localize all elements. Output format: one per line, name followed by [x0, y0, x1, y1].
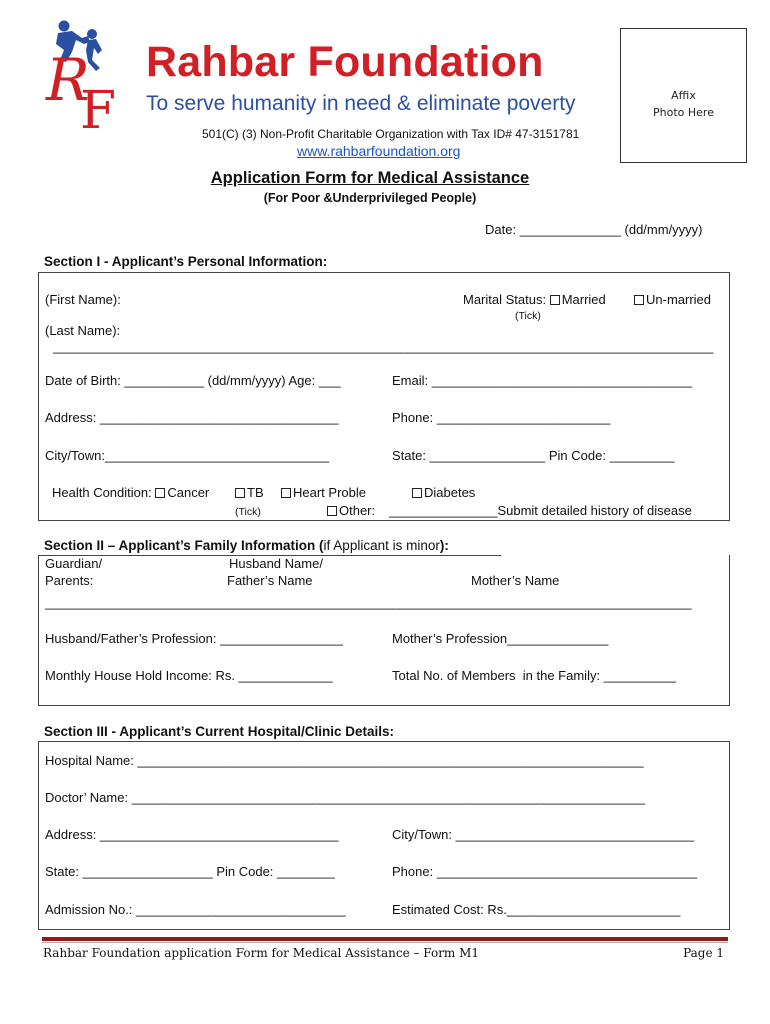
diabetes-option	[412, 485, 475, 500]
hospital-phone-field[interactable]: Phone: ____________________________________	[392, 864, 698, 879]
married-checkbox[interactable]	[550, 295, 560, 305]
hospital-city-field[interactable]: City/Town: _________________________________	[392, 827, 695, 842]
website-link[interactable]: www.rahbarfoundation.org	[297, 143, 461, 159]
parents-label: Parents:	[45, 573, 94, 588]
section2-heading	[44, 538, 449, 553]
household-income-field[interactable]: Monthly House Hold Income: Rs. _____________	[45, 668, 333, 683]
doctor-name-field[interactable]: Doctor’ Name: _______________________________________________________________________	[45, 790, 646, 805]
organization-name: Rahbar Foundation	[146, 38, 544, 86]
estimated-cost-field[interactable]: Estimated Cost: Rs.________________________	[392, 902, 681, 917]
hospital-address-field[interactable]: Address: _________________________________	[45, 827, 339, 842]
footer-form-name: Rahbar Foundation application Form for Medical Assistance – Form M1	[43, 946, 480, 960]
last-name-field[interactable]: (Last Name):	[45, 323, 121, 338]
section1-heading: Section I - Applicant’s Personal Information:	[44, 254, 328, 269]
section2-heading-note: if Applicant is minor	[323, 538, 440, 553]
section1-box	[38, 272, 730, 521]
date-field[interactable]: Date: ______________ (dd/mm/yyyy)	[485, 222, 703, 237]
photo-label-line2: Photo Here	[653, 106, 714, 119]
unmarried-checkbox[interactable]	[634, 295, 644, 305]
marital-status-group	[463, 292, 606, 307]
first-name-field[interactable]: (First Name):	[45, 292, 121, 307]
page-number: Page 1	[683, 946, 724, 960]
unmarried-option	[634, 292, 711, 307]
tax-id-line: 501(C) (3) Non-Profit Charitable Organization with Tax ID# 47-3151781	[202, 127, 580, 141]
photo-label-line1: Affix	[671, 89, 696, 102]
other-label: Other:	[339, 503, 376, 518]
state-pin-field[interactable]: State: ________________ Pin Code: _________	[392, 448, 675, 463]
tb-label: TB	[247, 485, 264, 500]
heart-label: Heart Proble	[293, 485, 366, 500]
city-field[interactable]: City/Town:_______________________________	[45, 448, 330, 463]
hospital-name-field[interactable]: Hospital Name: ______________________________________________________________________	[45, 753, 644, 768]
unmarried-label: Un-married	[646, 292, 712, 307]
cancer-checkbox[interactable]	[155, 488, 165, 498]
mothers-name-label: Mother’s Name	[471, 573, 560, 588]
form-subtitle: (For Poor &Underprivileged People)	[263, 191, 477, 205]
photo-box	[620, 28, 747, 163]
husband-name-label: Husband Name/	[229, 556, 323, 571]
heart-checkbox[interactable]	[281, 488, 291, 498]
disease-history-field[interactable]: _______________Submit detailed history of disease	[389, 503, 692, 518]
family-members-field[interactable]: Total No. of Members in the Family: __________	[392, 668, 676, 683]
admission-number-field[interactable]: Admission No.: _____________________________	[45, 902, 346, 917]
marital-tick-hint: (Tick)	[515, 310, 541, 322]
husband-profession-field[interactable]: Husband/Father’s Profession: _________________	[45, 631, 344, 646]
fathers-name-label: Father’s Name	[227, 573, 313, 588]
rahbar-foundation-logo	[44, 20, 134, 132]
other-checkbox[interactable]	[327, 506, 337, 516]
tb-checkbox[interactable]	[235, 488, 245, 498]
svg-text:R: R	[46, 46, 90, 114]
family-names-field[interactable]: _____________________________________________________________________________________________	[45, 596, 692, 610]
cancer-label: Cancer	[167, 485, 210, 500]
svg-text:F: F	[80, 81, 117, 132]
marital-status-label: Marital Status:	[463, 292, 550, 307]
section2-heading-end: ):	[439, 538, 449, 553]
section3-heading: Section III - Applicant’s Current Hospital/Clinic Details:	[44, 724, 395, 739]
address-field[interactable]: Address: _________________________________	[45, 410, 339, 425]
section2-heading-text: Section II – Applicant’s Family Information (	[44, 538, 324, 553]
tb-option	[235, 485, 264, 500]
guardian-label: Guardian/	[45, 556, 103, 571]
dob-age-field[interactable]: Date of Birth: ___________ (dd/mm/yyyy) Age: ___	[45, 373, 341, 388]
organization-tagline: To serve humanity in need & eliminate poverty	[146, 92, 576, 115]
diabetes-label: Diabetes	[424, 485, 476, 500]
other-option	[327, 503, 375, 518]
married-label: Married	[561, 292, 606, 307]
health-condition-group	[52, 485, 209, 500]
footer-thin-rule	[42, 942, 728, 943]
email-field[interactable]: Email: ____________________________________	[392, 373, 693, 388]
diabetes-checkbox[interactable]	[412, 488, 422, 498]
form-title: Application Form for Medical Assistance	[210, 169, 530, 187]
phone-field[interactable]: Phone: ________________________	[392, 410, 611, 425]
health-tick-hint: (Tick)	[235, 506, 261, 518]
footer-rule	[42, 937, 728, 941]
heart-option	[281, 485, 366, 500]
name-underline: _______________________________________________________________________________________________	[53, 340, 714, 354]
hospital-state-pin-field[interactable]: State: __________________ Pin Code: ________	[45, 864, 335, 879]
health-condition-label: Health Condition:	[52, 485, 156, 500]
mother-profession-field[interactable]: Mother’s Profession______________	[392, 631, 609, 646]
